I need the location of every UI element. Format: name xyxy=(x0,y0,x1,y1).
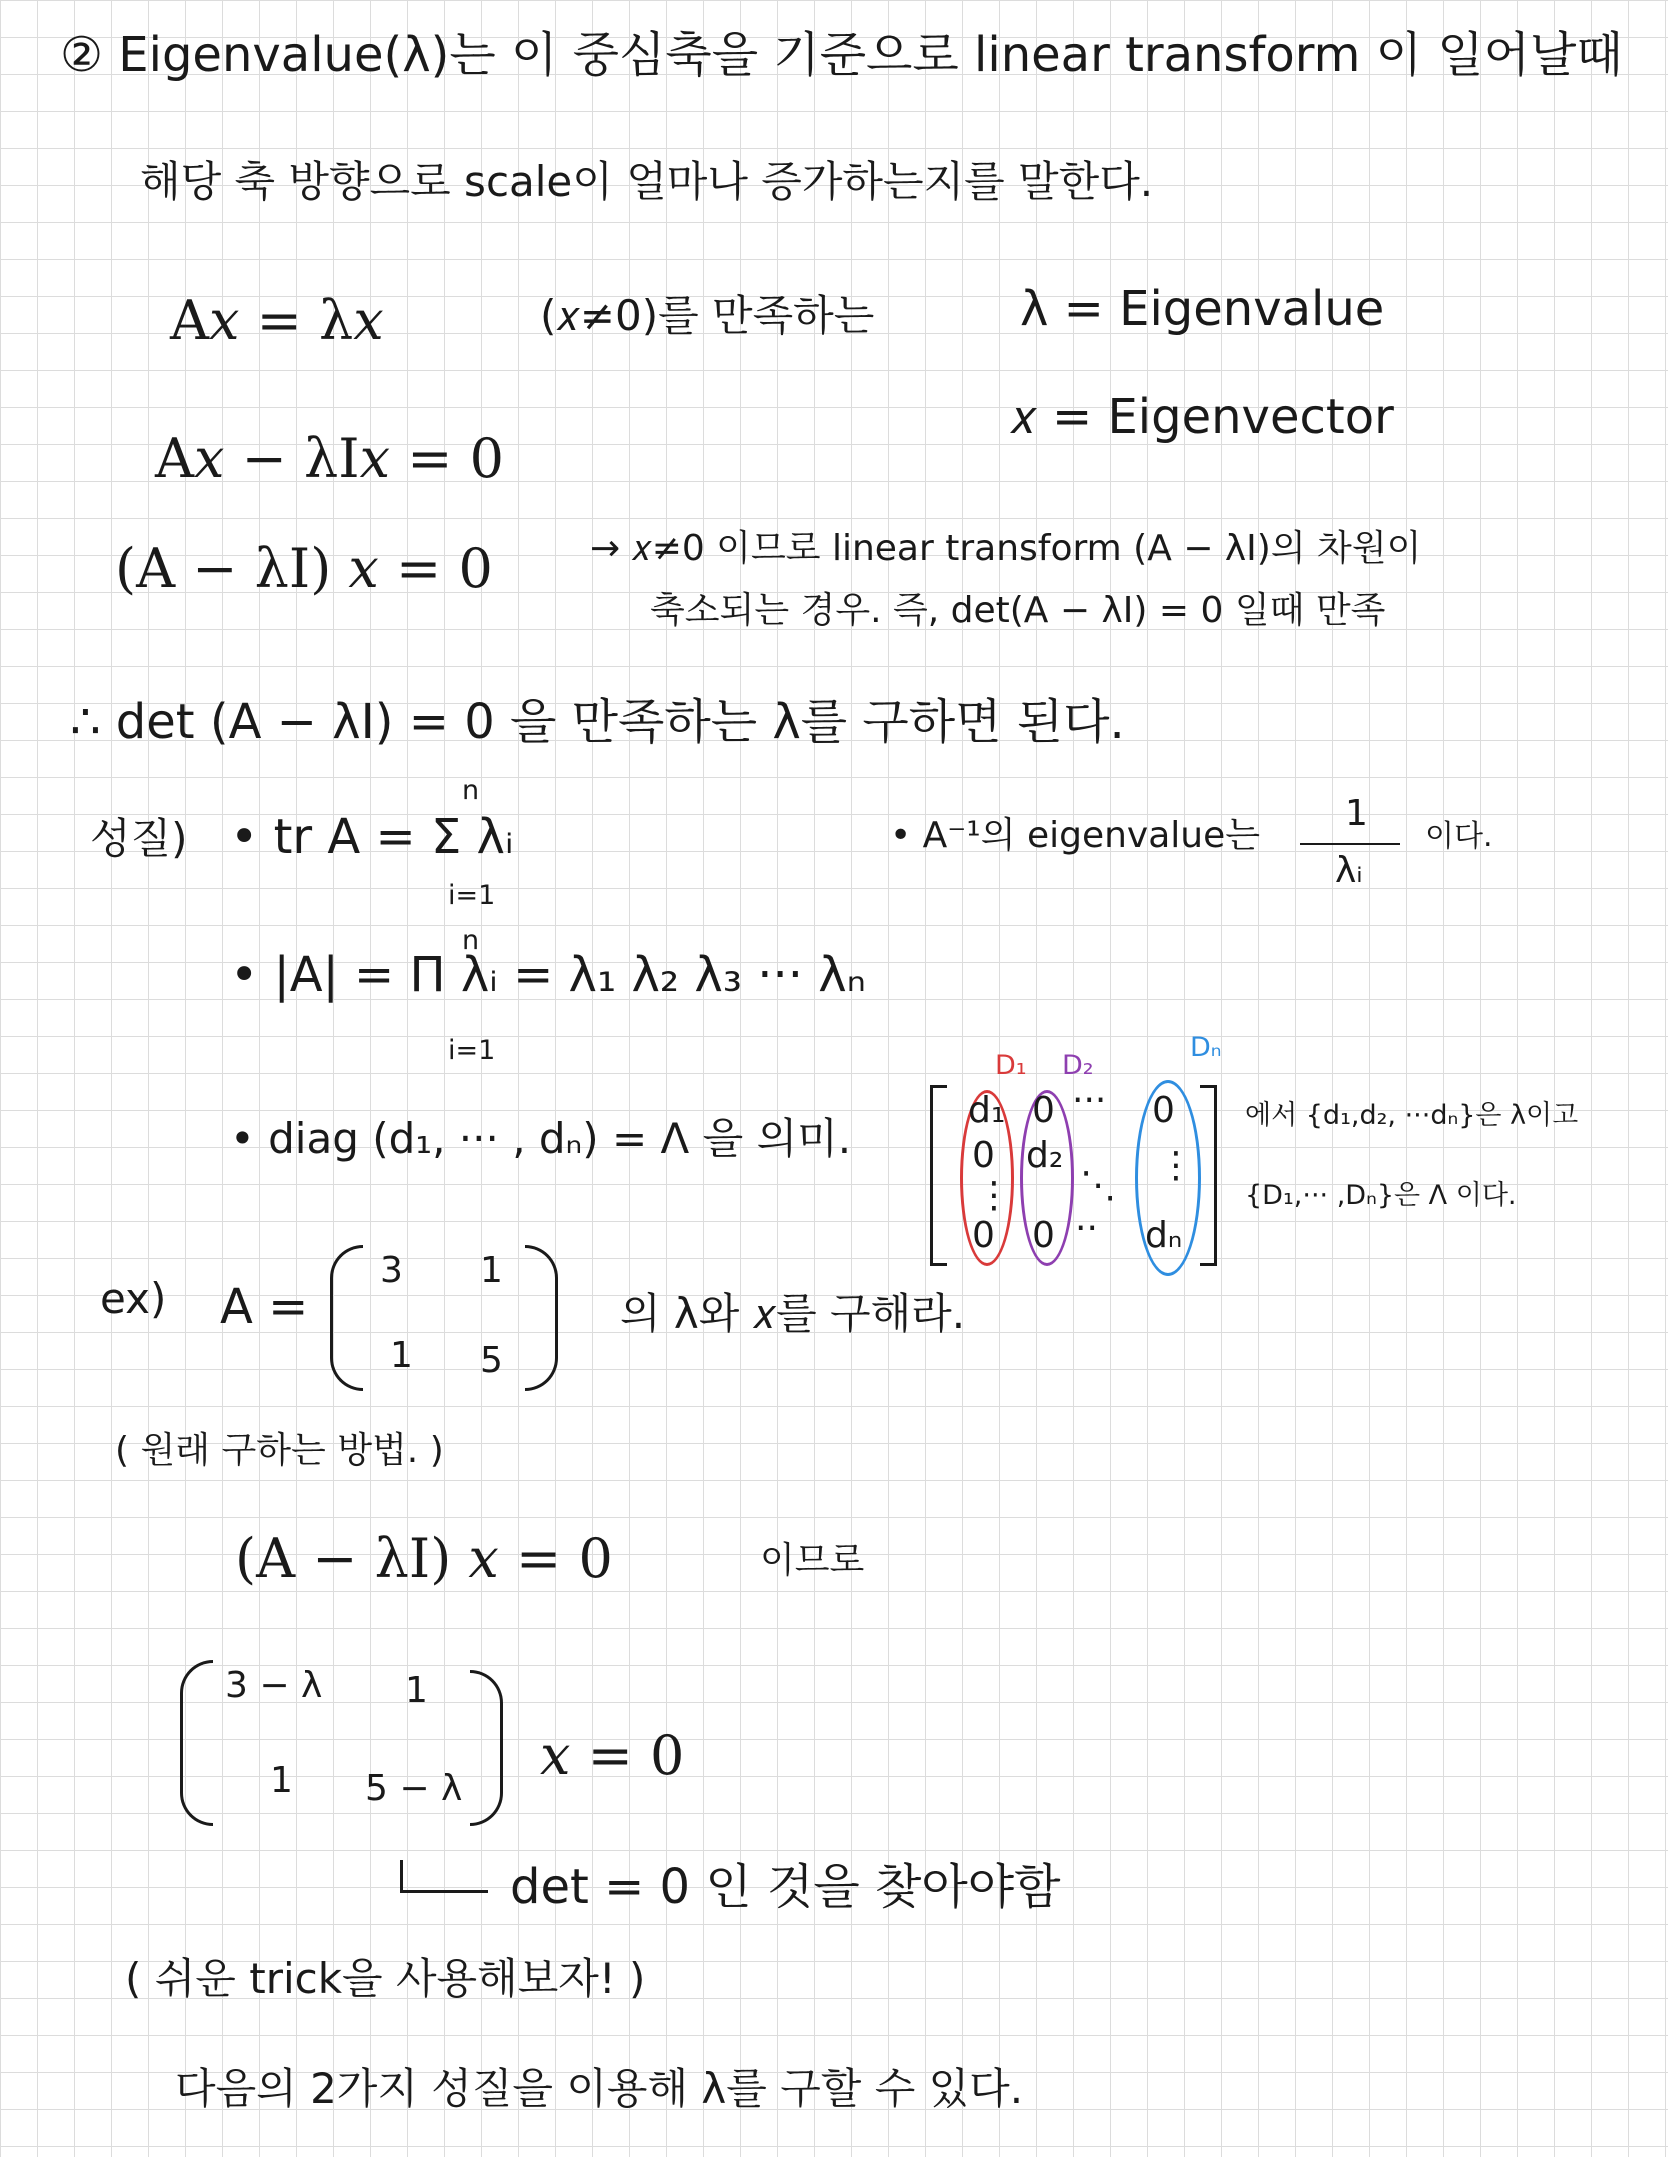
char-matrix xyxy=(180,1660,510,1830)
hook-arrow-icon xyxy=(400,1860,488,1893)
char-paren-right xyxy=(470,1670,503,1826)
cell-dots-top: ··· xyxy=(1072,1080,1107,1121)
char-m22: 5 − λ xyxy=(365,1768,463,1809)
char-matrix-rhs: 𝑥 = 0 xyxy=(540,1724,685,1787)
inverse-frac-den: λᵢ xyxy=(1335,850,1363,891)
diag-note-1: 에서 {d₁,d₂, ···dₙ}은 λ이고 xyxy=(1245,1100,1579,1131)
col-label-d2: D₂ xyxy=(1062,1050,1094,1081)
determinant-property: • |A| = Π λᵢ = λ₁ λ₂ λ₃ ··· λₙ xyxy=(230,947,866,1003)
ex-m21: 1 xyxy=(390,1335,413,1376)
original-equation: (A − λI) 𝑥 = 0 xyxy=(235,1527,613,1590)
ex-paren-left xyxy=(330,1245,363,1391)
example-task: 의 λ와 𝑥를 구해라. xyxy=(620,1289,966,1338)
original-equation-note: 이므로 xyxy=(760,1540,865,1581)
original-method: ( 원래 구하는 방법. ) xyxy=(115,1430,444,1471)
col-label-d1: D₁ xyxy=(995,1050,1027,1081)
trace-sum-lower: i=1 xyxy=(448,880,496,911)
cell-zero-d: 0 xyxy=(972,1215,995,1256)
cell-ddots: ⋱ xyxy=(1080,1165,1116,1206)
example-matrix xyxy=(330,1245,560,1395)
diag-note-2: {D₁,··· ,Dₙ}은 Λ 이다. xyxy=(1245,1180,1517,1211)
diag-bracket-left xyxy=(930,1085,947,1266)
ex-m12: 1 xyxy=(480,1250,503,1291)
cell-dn: dₙ xyxy=(1145,1215,1183,1256)
eigen-equation: A𝑥 = λ𝑥 xyxy=(170,289,384,352)
ex-paren-right xyxy=(525,1245,558,1391)
cell-d2: d₂ xyxy=(1026,1135,1064,1176)
inverse-frac-num: 1 xyxy=(1345,793,1368,834)
diag-property: • diag (d₁, ··· , dₙ) = Λ 을 의미. xyxy=(230,1114,852,1163)
equation-3: (A − λI) 𝑥 = 0 xyxy=(115,537,493,600)
cell-zero-a: 0 xyxy=(1032,1090,1055,1131)
cell-zero-e: 0 xyxy=(1032,1215,1055,1256)
char-m21: 1 xyxy=(270,1760,293,1801)
char-paren-left xyxy=(180,1660,213,1826)
two-properties-line: 다음의 2가지 성질을 이용해 λ를 구할 수 있다. xyxy=(175,2064,1024,2113)
det-find-line: det = 0 인 것을 찾아야함 xyxy=(510,1859,1061,1915)
char-m11: 3 − λ xyxy=(225,1665,323,1706)
equation-2: A𝑥 − λI𝑥 = 0 xyxy=(155,427,504,490)
trace-property: • tr A = Σ λᵢ xyxy=(230,809,514,865)
properties-label: 성질) xyxy=(90,814,188,863)
trick-line: ( 쉬운 trick을 사용해보자! ) xyxy=(125,1954,646,2003)
example-a-equals: A = xyxy=(220,1279,309,1335)
definition-line: 해당 축 방향으로 scale이 얼마나 증가하는지를 말한다. xyxy=(140,157,1154,206)
cell-dots-bottom: ·· xyxy=(1075,1208,1098,1249)
conclusion-line: ∴ det (A − λI) = 0 을 만족하는 λ를 구하면 된다. xyxy=(70,694,1125,750)
ex-m11: 3 xyxy=(380,1250,403,1291)
eigen-condition: (𝑥≠0)를 만족하는 xyxy=(540,291,875,340)
inverse-property: • A⁻¹의 eigenvalue는 xyxy=(890,815,1261,856)
diag-bracket-right xyxy=(1200,1085,1217,1266)
equation-3-note-2: 축소되는 경우. 즉, det(A − λI) = 0 일때 만족 xyxy=(650,590,1386,631)
heading-line xyxy=(60,28,1623,83)
trace-sum-upper: n xyxy=(462,775,480,806)
cell-zero-b: 0 xyxy=(1152,1090,1175,1131)
eigenvalue-label: λ = Eigenvalue xyxy=(1020,281,1385,337)
heading-text: ② Eigenvalue(λ)는 이 중심축을 기준으로 linear transform 이 일어날때 xyxy=(60,27,1623,83)
equation-3-note-1: → 𝑥≠0 이므로 linear transform (A − λI)의 차원이 xyxy=(590,528,1422,569)
cell-d1: d₁ xyxy=(968,1090,1006,1131)
eigenvector-label: 𝑥 = Eigenvector xyxy=(1010,389,1394,445)
diag-figure xyxy=(920,1032,1640,1270)
ex-m22: 5 xyxy=(480,1340,503,1381)
cell-zero-c: 0 xyxy=(972,1135,995,1176)
inverse-frac-line xyxy=(1300,843,1400,845)
det-prod-upper: n xyxy=(462,925,480,956)
det-prod-lower: i=1 xyxy=(448,1035,496,1066)
char-m12: 1 xyxy=(405,1670,428,1711)
example-label: ex) xyxy=(100,1274,167,1323)
inverse-property-end: 이다. xyxy=(1425,819,1493,854)
cell-vdots-right: ⋮ xyxy=(1158,1145,1194,1186)
cell-vdots-left: ⋮ xyxy=(976,1175,1012,1216)
col-label-dn: Dₙ xyxy=(1190,1032,1222,1063)
